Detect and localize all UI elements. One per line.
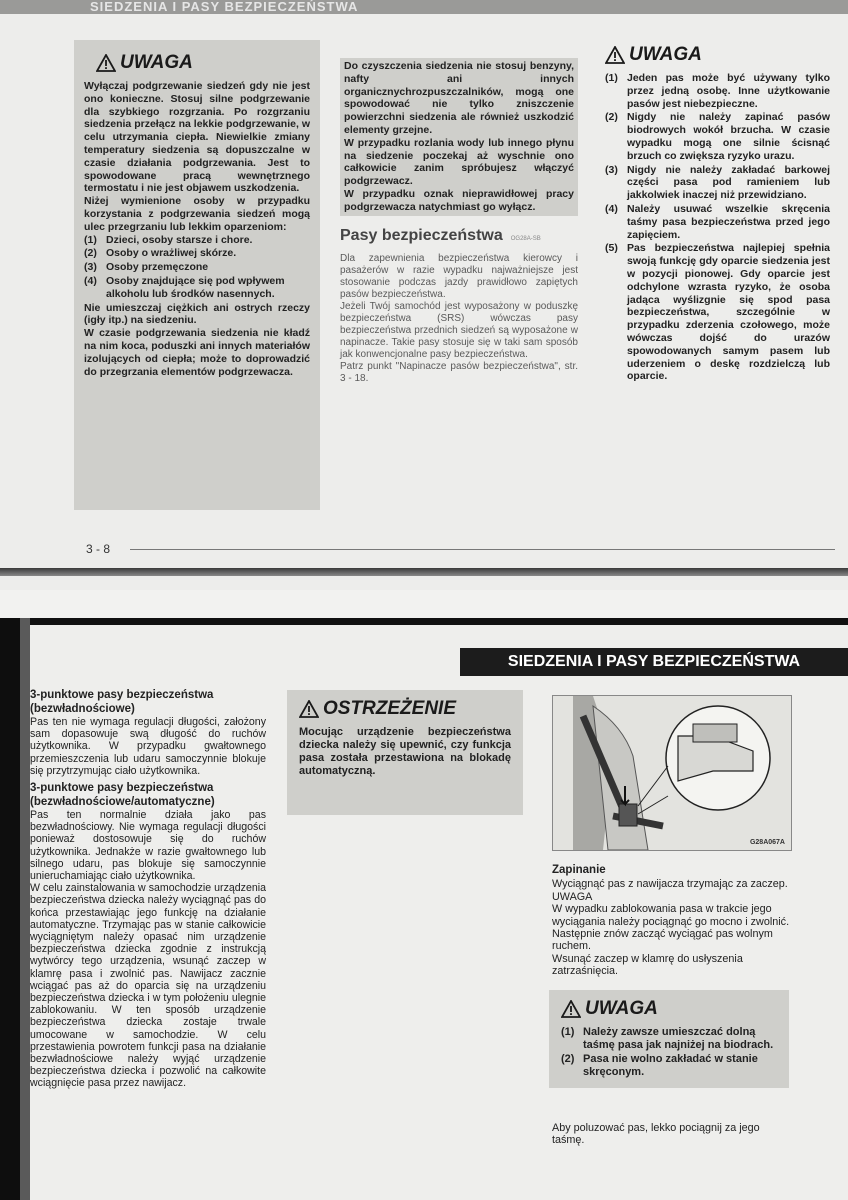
list-item: (1) Jeden pas może być używany tylko przez jedną osobę. Inne użytkowanie pasów jest niebezpieczne.: [605, 72, 830, 110]
section-paragraph: Dla zapewnienia bezpieczeństwa kierowcy i pasażerów w razie wypadku najważniejsze jest stosowanie podczas jazdy prawidłowo zapiętych pasów bezpieczeństwa.: [340, 253, 578, 301]
body-paragraph: Pas ten nie wymaga regulacji długości, założony sam dopasowuje swą długość do ruchów użytkownika. W przypadku gwałtownego przemieszczenia lub udaru samoczynnie blokuje się przytrzymując ciało użytkownika.: [30, 716, 266, 777]
page-gap: [0, 590, 848, 620]
body-paragraph: Pas ten normalnie działa jako pas bezwładnościowy. Nie wymaga regulacji długości ponieważ dostosowuje się do ruchów użytkownika. Jednakże w razie gwałtownego lub silnego udaru, pas blokuje się samoczynnie unieruchamiając ciało użytkownika.: [30, 809, 266, 883]
cleaning-shaded-block: [340, 58, 578, 216]
list-item: (4) Osoby znajdujące się pod wpływem alkoholu lub środków nasennych.: [84, 274, 285, 300]
section-code: OG28A-SB: [510, 235, 541, 242]
body-paragraph: W wypadku zablokowania pasa w trakcie jego wyciągania należy pociągnąć go mocno i zwolnić. Następnie znów zacząć wyciągać pas wolnym ruchem.: [552, 903, 790, 953]
left-warning-box: [74, 40, 320, 510]
left-warning-paragraph: Nie umieszczaj ciężkich ani ostrych rzeczy (igły itp.) na siedzeniu.: [84, 301, 310, 327]
list-item: (2) Nigdy nie należy zapinać pasów biodrowych wokół brzucha. W czasie wypadku mogą one silnie ścisnąć brzuch co zwiększa ryzyko urazu.: [605, 111, 830, 162]
ostrzezenie-title: OSTRZEŻENIE: [299, 700, 511, 718]
top-manual-page: [0, 0, 848, 590]
body-paragraph: Wsunąć zaczep w klamrę do usłyszenia zatrzaśnięcia.: [552, 952, 743, 978]
cleaning-paragraph: W przypadku oznak nieprawidłowej pracy podgrzewacza natychmiast go wyłącz.: [344, 187, 574, 213]
list-item: (1) Należy zawsze umieszczać dolną taśmę pasa jak najniżej na biodrach.: [561, 1026, 774, 1051]
uwaga-list: [561, 1026, 777, 1079]
list-item: (3) Nigdy nie należy zakładać barkowej części pasa pod ramieniem lub jakkolwiek inaczej niż przewidziano.: [605, 163, 830, 202]
right-warning-box: [605, 40, 830, 384]
subheading: 3-punktowe pasy bezpieczeństwa (bezwładnościowe): [30, 689, 214, 715]
warning-box-uwaga: [549, 990, 789, 1088]
page-number: 3 - 8: [86, 542, 111, 556]
left-warning-paragraph: W czasie podgrzewania siedzenia nie kładź na nim koca, poduszki ani innych materiałów izolujących od ciepła; może to doprowadzić do przegrzania elementów podgrzewacza.: [84, 327, 310, 378]
left-warning-list: [84, 234, 310, 301]
cleaning-paragraph: Do czyszczenia siedzenia nie stosuj benzyny, nafty ani innych organicznychrozpuszczalników, mogą one spowodować nie tylko zniszczenie powierzchni siedzenia ale również uszkodzić elementy grzejne.: [344, 60, 574, 136]
bottom-left-column: [30, 688, 266, 1090]
section-header-bar: SIEDZENIA I PASY BEZPIECZEŃSTWA: [460, 648, 848, 676]
footer-paragraph: Aby poluzować pas, lekko pociągnij za jego taśmę.: [552, 1122, 760, 1147]
page-top-edge: [0, 618, 848, 625]
list-item: (1) Dzieci, osoby starsze i chore.: [84, 233, 253, 246]
uwaga-title: UWAGA: [561, 1000, 777, 1018]
warning-triangle-icon: [605, 46, 625, 64]
left-warning-paragraph: Wyłączaj podgrzewanie siedzeń gdy nie jest ono konieczne. Stosuj silne podgrzewanie dla szybkiego rozgrzania. Po rozgrzaniu siedzenia przełącz na lekkie podgrzewanie, w celu utrzymania ciepła. Niewielkie zmiany temperatury siedzenia są dopuszczalne w czasie działania podgrzewania. Jest to spowodowane pracą wewnętrznego termostatu i nie jest objawem uszkodzenia.: [84, 80, 310, 195]
warning-triangle-icon: [299, 700, 319, 718]
section-paragraph: Patrz punkt "Napinacze pasów bezpieczeństwa", str. 3 - 18.: [340, 361, 578, 385]
cleaning-paragraph: W przypadku rozlania wody lub innego płynu na siedzenie poczekaj aż wyschnie ono całkowicie zanim spróbujesz włączyć podgrzewacz.: [344, 136, 574, 188]
body-paragraph: Wyciągnąć pas z nawijacza trzymając za zaczep.: [552, 878, 788, 891]
seatbelt-buckle-diagram: [552, 695, 792, 851]
middle-column: [340, 58, 578, 385]
note-label: UWAGA: [552, 890, 593, 903]
section-title: Pasy bezpieczeństwa OG28A-SB: [340, 226, 541, 244]
diagram-code: G28A067A: [749, 839, 785, 846]
left-warning-paragraph: Niżej wymienione osoby w przypadku korzystania z podgrzewania siedzeń mogą ulec przegrzaniu lub lekkim oparzeniom:: [84, 195, 310, 233]
bottom-right-column: [552, 864, 792, 978]
bottom-manual-page: [0, 618, 848, 1200]
warning-triangle-icon: [561, 1000, 581, 1018]
subheading: 3-punktowe pasy bezpieczeństwa (bezwładnościowe/automatyczne): [30, 782, 215, 809]
list-item: (4) Należy usuwać wszelkie skręcenia taśmy pasa bezpieczeństwa przed jego zapięciem.: [605, 202, 830, 241]
footer-rule: [130, 549, 835, 550]
warning-box-ostrzezenie: [287, 690, 523, 815]
list-item: (5) Pas bezpieczeństwa najlepiej spełnia swoją funkcję gdy oparcie siedzenia jest w pozycji pionowej. Gdy oparcie jest odchylone wzrasta ryzyko, że osoba jadąca wyślizgnie się spod pasa bezpieczeństwa, szczególnie w przypadku zderzenia czołowego, może wówczas dojść do urazów spowodowanych samym pasem lub uderzeniem o deskę rozdzielczą lub oparcie.: [605, 242, 830, 383]
list-item: (2) Osoby o wrażliwej skórze.: [84, 247, 237, 260]
right-warning-title: UWAGA: [605, 46, 830, 64]
subheading-zapinanie: Zapinanie: [552, 864, 606, 876]
scanned-binding-edge: [0, 618, 30, 1200]
left-warning-title: UWAGA: [96, 54, 310, 72]
section-paragraph: Jeżeli Twój samochód jest wyposażony w poduszkę bezpieczeństwa (SRS) wówczas pasy bezpieczeństwa przednich siedzeń są wyposażone w napinacze. Takie pasy stosuje się w taki sam sposób jak konwencjonalne pasy bezpieczeństwa.: [340, 301, 578, 361]
ostrzezenie-text: Mocując urządzenie bezpieczeństwa dziecka należy się upewnić, czy funkcja pasa została przestawiona na blokadę automatyczną.: [299, 726, 511, 777]
body-paragraph: W celu zainstalowania w samochodzie urządzenia bezpieczeństwa dziecka należy wyciągnąć pas do końca przestawiając jego funkcję na działanie automatyczne. Trzymając pas w stanie całkowicie wyciągniętym należy opasać nim urządzenie bezpieczeństwa dziecka zgodnie z instrukcją wytwórcy tego urządzenia, wsunąć zaczep w klamrę pasa i zwolnić pas. Nawijacz zacznie wciągać pas aż do oparcia się na urządzeniu bezpieczeństwa dziecka i w tym położeniu ulegnie zablokowaniu. W ten sposób urządzenie bezpieczeństwa dziecka zostaje trwale umocowane w samochodzie. W celu przestawienia powrotem funkcji pasa na działanie bezwładnościowe należy wyjąć urządzenie bezpieczeństwa dziecka i pozwolić na całkowite wciągnięcie pasa przez nawijacz.: [30, 882, 266, 1090]
warning-triangle-icon: [96, 54, 116, 72]
page-edge-bar: [0, 568, 848, 576]
list-item: (2) Pasa nie wolno zakładać w stanie skręconym.: [561, 1053, 758, 1078]
right-warning-list: [605, 72, 830, 383]
seatbelt-illustration: [553, 696, 791, 850]
list-item: (3) Osoby przemęczone: [84, 261, 209, 274]
top-strip-heading: SIEDZENIA I PASY BEZPIECZEŃSTWA: [0, 0, 848, 14]
